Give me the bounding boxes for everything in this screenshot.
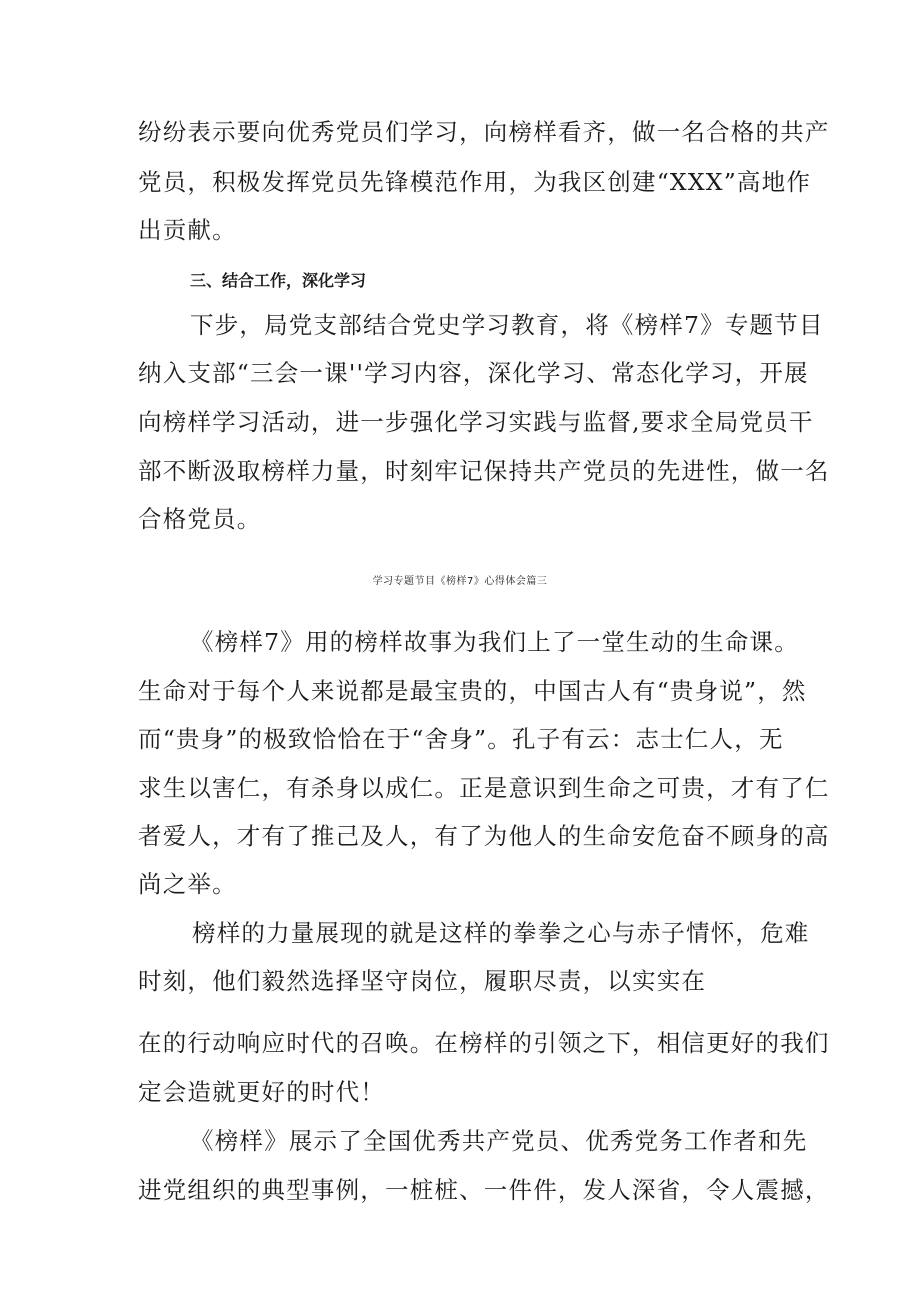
text-line: 出贡献。 <box>138 216 237 244</box>
text-line: 纷纷表示要向优秀党员们学习，向榜样看齐，做一名合格的共产 <box>138 118 830 146</box>
text-line: 向榜样学习活动，进一步强化学习实践与监督,要求全局党员干 <box>138 408 814 436</box>
text-line: 党员，积极发挥党员先锋模范作用，为我区创建“XXX”高地作 <box>138 168 812 196</box>
text-line: 定会造就更好的时代！ <box>138 1078 385 1106</box>
section-heading: 三、结合工作，深化学习 <box>190 271 367 290</box>
text-line: 《榜样7》用的榜样故事为我们上了一堂生动的生命课。 <box>190 628 799 656</box>
text-line: 下步，局党支部结合党史学习教育，将《榜样7》专题节目 <box>190 311 824 339</box>
article-title: 学习专题节目《榜样7》心得体会篇三 <box>372 576 548 587</box>
text-line: 部不断汲取榜样力量，时刻牢记保持共产党员的先进性，做一名 <box>138 457 830 485</box>
text-line: 榜样的力量展现的就是这样的拳拳之心与赤子情怀，危难 <box>192 919 810 947</box>
text-line: 《榜样》展示了全国优秀共产党员、优秀党务工作者和先 <box>190 1127 808 1155</box>
text-line: 而“贵身”的极致恰恰在于“舍身”。孔子有云：志士仁人，无 <box>138 725 784 753</box>
text-line: 纳入支部“三会一课''学习内容，深化学习、常态化学习，开展 <box>138 359 809 387</box>
text-line: 尚之举。 <box>138 870 237 898</box>
text-line: 求生以害仁，有杀身以成仁。正是意识到生命之可贵，才有了仁 <box>138 774 830 802</box>
text-line: 合格党员。 <box>138 505 262 533</box>
text-line: 生命对于每个人来说都是最宝贵的，中国古人有“贵身说”，然 <box>138 677 807 705</box>
text-line: 者爱人，才有了推己及人，有了为他人的生命安危奋不顾身的高 <box>138 822 830 850</box>
text-line: 进党组织的典型事例，一桩桩、一件件，发人深省，令人震撼， <box>138 1176 830 1204</box>
text-line: 时刻，他们毅然选择坚守岗位，履职尽责，以实实在 <box>138 967 707 995</box>
text-line: 在的行动响应时代的召唤。在榜样的引领之下，相信更好的我们 <box>138 1029 830 1057</box>
